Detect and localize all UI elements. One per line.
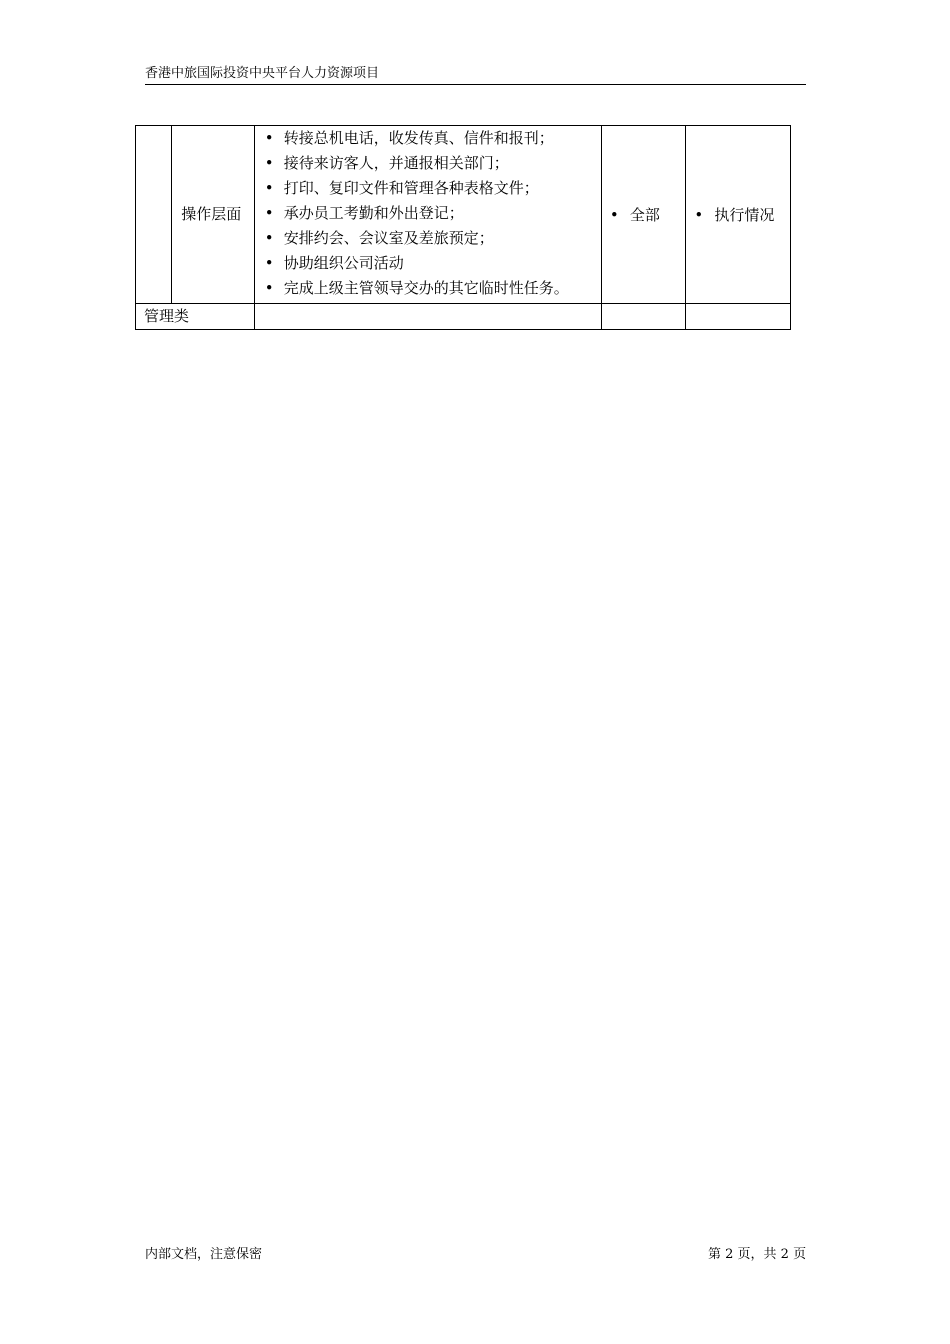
evaluation-cell — [686, 126, 791, 304]
duties-table — [135, 125, 791, 330]
level-cell — [172, 126, 255, 304]
footer-page-number: 第 2 页，共 2 页 — [708, 1247, 807, 1262]
duties-list — [255, 126, 601, 303]
list-item: • 打印、复印文件和管理各种表格文件； — [265, 176, 583, 201]
bullet-dot-icon: • — [609, 206, 619, 224]
empty-cell — [254, 304, 601, 330]
list-item: • 转接总机电话，收发传真、信件和报刊； — [265, 126, 583, 151]
evaluation-value: 执行情况 — [714, 206, 775, 224]
category-label: 管理类 — [144, 307, 190, 325]
list-item: • 承办员工考勤和外出登记； — [265, 201, 583, 226]
list-item: • 完成上级主管领导交办的其它临时性任务。 — [265, 276, 583, 301]
scope-value: 全部 — [629, 206, 660, 224]
list-item: • 接待来访客人，并通报相关部门； — [265, 151, 583, 176]
empty-cell — [601, 304, 686, 330]
blank-cell — [136, 126, 172, 304]
duties-cell — [254, 126, 601, 304]
category-cell — [136, 304, 255, 330]
footer-confidential: 内部文档，注意保密 — [145, 1247, 263, 1262]
page-header — [145, 64, 806, 85]
level-label: 操作层面 — [181, 205, 242, 223]
header-title: 香港中旅国际投资中央平台人力资源项目 — [145, 66, 380, 81]
scope-cell — [601, 126, 686, 304]
bullet-dot-icon: • — [694, 206, 704, 224]
table-row — [136, 304, 791, 330]
list-item: • 协助组织公司活动 — [265, 251, 583, 276]
list-item: • 安排约会、会议室及差旅预定； — [265, 226, 583, 251]
table-row — [136, 126, 791, 304]
empty-cell — [686, 304, 791, 330]
